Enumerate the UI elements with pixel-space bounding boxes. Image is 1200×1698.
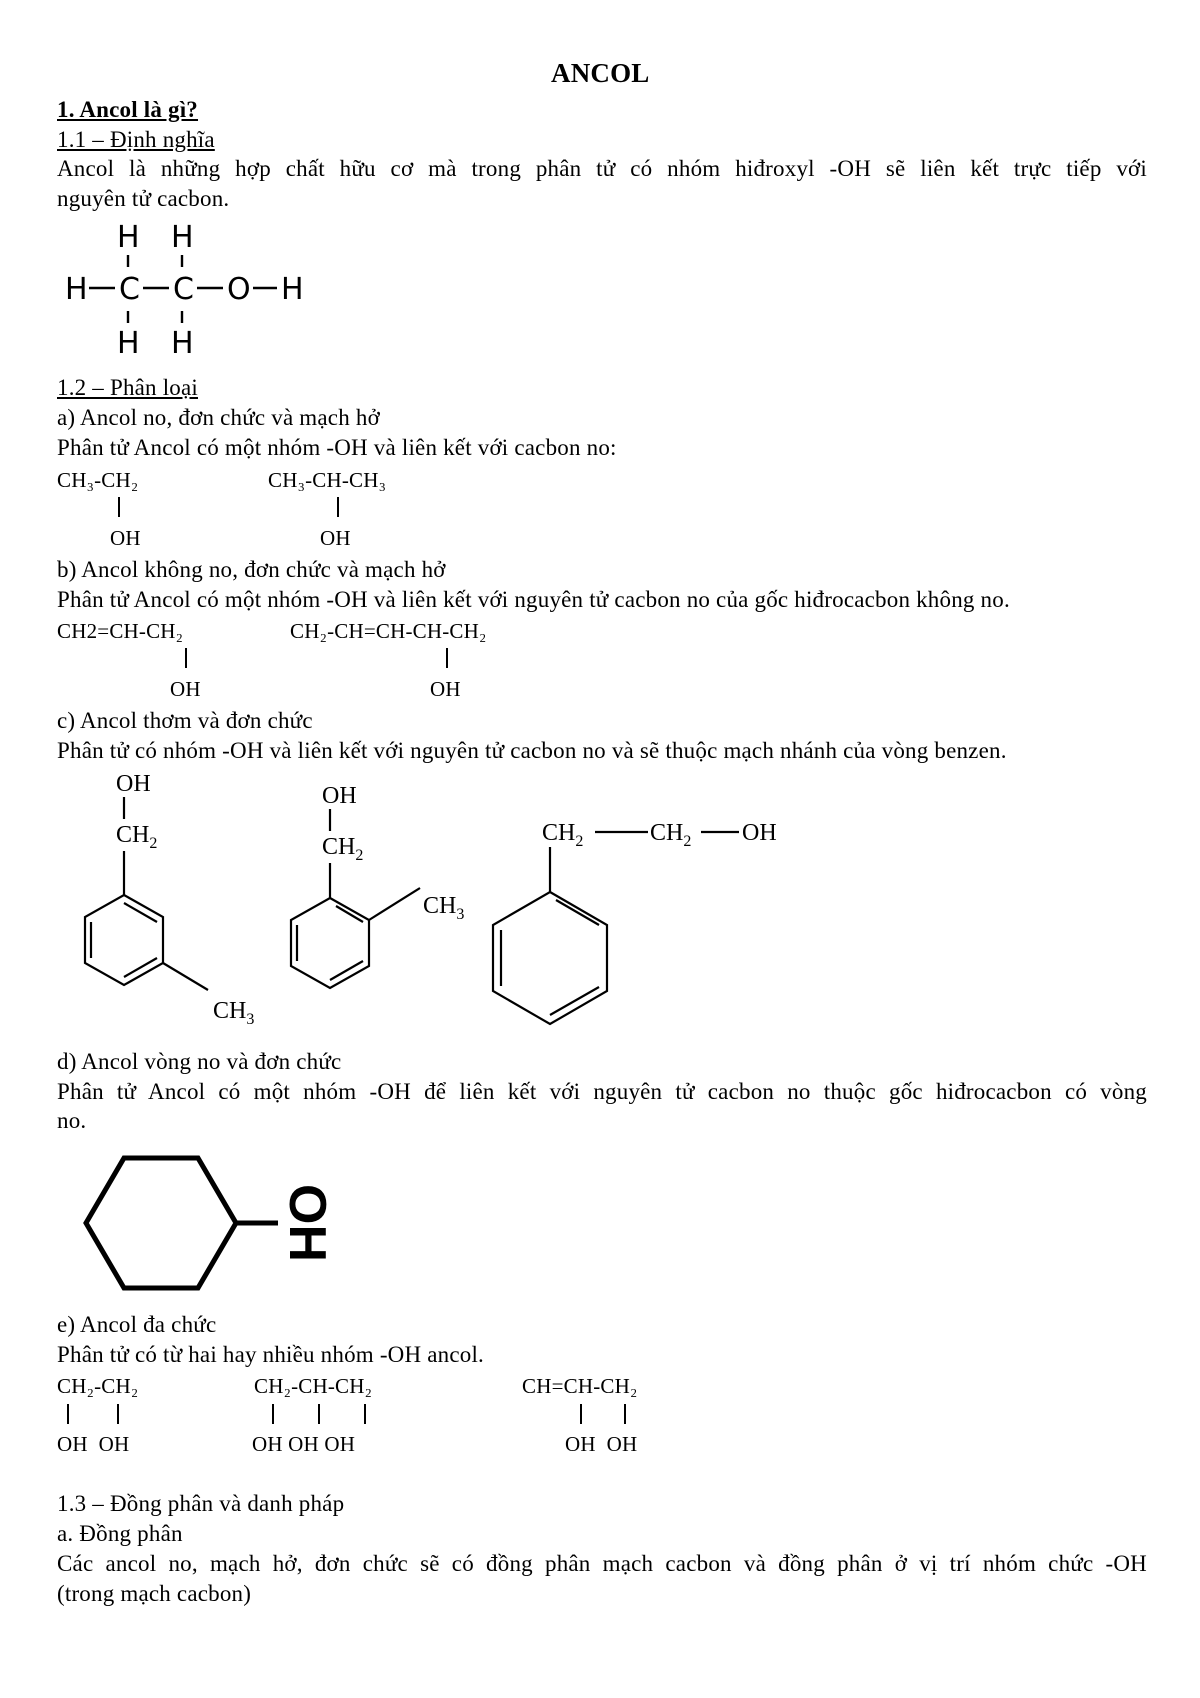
formula-a1: CH₃-CH₂ (57, 468, 139, 492)
formula-b1: CH2=CH-CH₂ (57, 619, 184, 643)
bond-line (580, 1404, 582, 1424)
section-1-3-heading: 1.3 – Đồng phân và danh pháp (57, 1491, 345, 1516)
c1-ch2-label: $CH_2$ (116, 822, 158, 852)
bond-line (67, 1404, 69, 1424)
formula-e3: CH=CH-CH₂ (522, 1374, 638, 1398)
bond-line (118, 497, 120, 517)
subsection-a-title: a) Ancol no, đơn chức và mạch hở (57, 405, 380, 430)
formula-a1-oh: OH (110, 526, 141, 550)
ethanol-atom-c: C (173, 272, 194, 307)
bond-line (117, 1404, 119, 1424)
formula-e2: CH₂-CH-CH₂ (254, 1374, 373, 1398)
section-1-heading: 1. Ancol là gì? (57, 97, 199, 122)
formula-e1: CH₂-CH₂ (57, 1374, 139, 1398)
c3-ch2-label-2: $CH_2$ (650, 820, 692, 850)
isomer-text-1: Các ancol no, mạch hở, đơn chức sẽ có đồng phân mạch cacbon và đồng phân ở vị trí nhóm chức -OH (57, 1551, 1147, 1576)
section-1-2-heading: 1.2 – Phân loại (57, 375, 198, 400)
ethanol-structure (57, 215, 317, 365)
bond-line (318, 1404, 320, 1424)
c1-ch3-label: $CH_3$ (213, 998, 255, 1028)
formula-a2-oh: OH (320, 526, 351, 550)
subsection-d-desc-2: no. (57, 1108, 87, 1133)
bond-line (272, 1404, 274, 1424)
formula-b2: CH₂-CH=CH-CH-CH₂ (290, 619, 487, 643)
subsection-c-desc: Phân tử có nhóm -OH và liên kết với nguyên tử cacbon no và sẽ thuộc mạch nhánh của vòng benzen. (57, 738, 1007, 763)
ethanol-atom-h: H (281, 272, 304, 307)
cyclohexanol-oh-label: OH (278, 1184, 336, 1262)
aromatic-alcohols-structures (60, 765, 800, 1030)
bond-line (624, 1404, 626, 1424)
subsection-d-desc-1: Phân tử Ancol có một nhóm -OH để liên kết với nguyên tử cacbon no thuộc gốc hiđrocacbon có vòng (57, 1079, 1147, 1104)
section-1-1-heading: 1.1 – Định nghĩa (57, 127, 215, 152)
subsection-e-title: e) Ancol đa chức (57, 1312, 217, 1337)
section-1-3-a-heading: a. Đồng phân (57, 1521, 183, 1546)
bond-line (446, 648, 448, 668)
subsection-b-desc: Phân tử Ancol có một nhóm -OH và liên kết với nguyên tử cacbon no của gốc hiđrocacbon không no. (57, 587, 1010, 612)
definition-line-1: Ancol là những hợp chất hữu cơ mà trong phân tử có nhóm hiđroxyl -OH sẽ liên kết trực tiếp với (57, 156, 1147, 181)
ethanol-atom-h: H (65, 272, 88, 307)
document-title: ANCOL (551, 58, 650, 88)
isomer-text-2: (trong mạch cacbon) (57, 1581, 252, 1606)
c2-ch2-label: $CH_2$ (322, 834, 364, 864)
ethanol-atom-o: O (227, 272, 251, 307)
subsection-d-title: d) Ancol vòng no và đơn chức (57, 1049, 342, 1074)
definition-line-2: nguyên tử cacbon. (57, 186, 230, 211)
subsection-b-title: b) Ancol không no, đơn chức và mạch hở (57, 557, 446, 582)
formula-e2-oh: OH OH OH (252, 1432, 356, 1456)
ethanol-atom-h: H (117, 326, 140, 361)
subsection-e-desc: Phân tử có từ hai hay nhiều nhóm -OH ancol. (57, 1342, 485, 1367)
c-bonds (85, 797, 739, 1024)
c2-ch3-label: $CH_3$ (423, 893, 465, 923)
c1-oh-label: OH (116, 771, 151, 797)
cyclohexanol-structure (58, 1138, 358, 1308)
ethanol-atom-h: H (171, 326, 194, 361)
formula-a2: CH₃-CH-CH₃ (268, 468, 387, 492)
formula-e1-oh: OH OH (57, 1432, 130, 1456)
subsection-c-title: c) Ancol thơm và đơn chức (57, 708, 313, 733)
c3-oh-label: OH (742, 820, 777, 846)
bond-line (185, 648, 187, 668)
formula-b2-oh: OH (430, 677, 461, 701)
c3-ch2-label-1: $CH_2$ (542, 820, 584, 850)
c2-oh-label: OH (322, 783, 357, 809)
ethanol-atom-h: H (171, 220, 194, 255)
ethanol-atom-c: C (119, 272, 140, 307)
formula-e3-oh: OH OH (565, 1432, 638, 1456)
bond-line (364, 1404, 366, 1424)
formula-b1-oh: OH (170, 677, 201, 701)
cyclohexane-ring (86, 1158, 236, 1288)
ethanol-atom-h: H (117, 220, 140, 255)
subsection-a-desc: Phân tử Ancol có một nhóm -OH và liên kết với cacbon no: (57, 435, 617, 460)
bond-line (337, 497, 339, 517)
